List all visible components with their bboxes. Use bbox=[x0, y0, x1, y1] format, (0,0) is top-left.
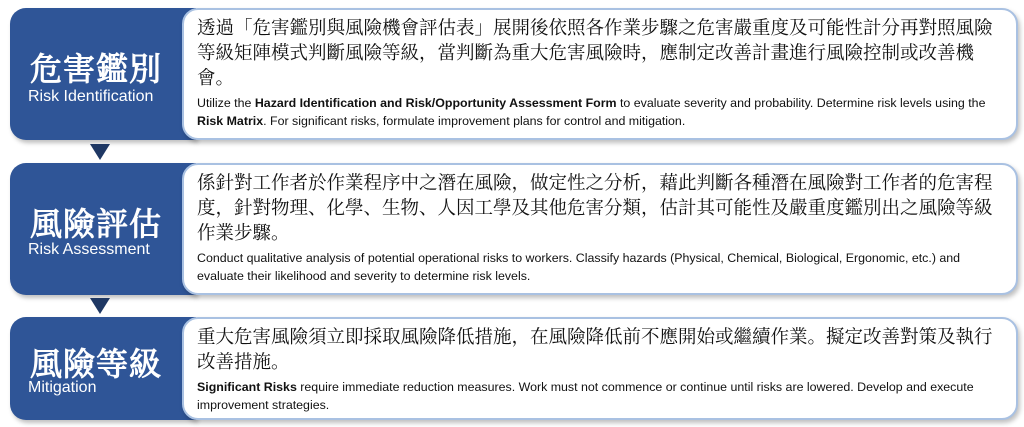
step-title-en: Risk Identification bbox=[28, 88, 154, 105]
step-title-en: Risk Assessment bbox=[28, 241, 150, 258]
step-description-zh: 透過「危害鑑別與風險機會評估表」展開後依照各作業步驟之危害嚴重度及可能性計分再對照風險等級矩陣模式判斷風險等級，當判斷為重大危害風險時，應制定改善計畫進行風險控制或改善機會。 bbox=[197, 18, 993, 89]
step-mitigation bbox=[10, 317, 1018, 420]
down-arrow-icon bbox=[90, 298, 110, 314]
step-title-en: Mitigation bbox=[28, 379, 97, 396]
step-description-en: Significant Risks require immediate reduction measures. Work must not commence or continue until risks are lowered. Develop and execute improvement strategies. bbox=[197, 380, 974, 412]
step-description-box bbox=[182, 8, 1018, 140]
step-description-zh: 係針對工作者於作業程序中之潛在風險，做定性之分析，藉此判斷各種潛在風險對工作者的危害程度，針對物理、化學、生物、人因工學及其他危害分類，估計其可能性及嚴重度鑑別出之風險等級作業步驟。 bbox=[197, 173, 993, 244]
step-title-zh: 危害鑑別 bbox=[30, 50, 163, 88]
step-risk-identification bbox=[10, 8, 1018, 140]
emphasis-risk-matrix: Risk Matrix bbox=[197, 114, 264, 128]
step-label-block bbox=[10, 317, 196, 420]
step-label-block bbox=[10, 163, 196, 295]
step-title-zh: 風險評估 bbox=[30, 205, 163, 243]
step-risk-assessment bbox=[10, 163, 1018, 295]
step-description-en: Utilize the Hazard Identification and Risk/Opportunity Assessment Form to evaluate severity and probability. Determine risk levels using the Risk Matrix. For significant risks, formulate improvement plans for control and mitigation. bbox=[197, 96, 986, 128]
step-description-box bbox=[182, 317, 1018, 420]
down-arrow-icon bbox=[90, 144, 110, 160]
emphasis-form-name: Hazard Identification and Risk/Opportunity Assessment Form bbox=[254, 96, 617, 110]
step-description-en: Conduct qualitative analysis of potential operational risks to workers. Classify hazards (Physical, Chemical, Biological, Ergonomic, etc.) and evaluate their likelihood and severity to determine risk levels. bbox=[197, 251, 961, 283]
step-description-box bbox=[182, 163, 1018, 295]
emphasis-significant-risks: Significant Risks bbox=[197, 380, 297, 394]
step-label-block bbox=[10, 8, 196, 140]
step-title-zh: 風險等級 bbox=[30, 345, 163, 383]
step-description-zh: 重大危害風險須立即採取風險降低措施，在風險降低前不應開始或繼續作業。擬定改善對策及執行改善措施。 bbox=[197, 327, 993, 373]
